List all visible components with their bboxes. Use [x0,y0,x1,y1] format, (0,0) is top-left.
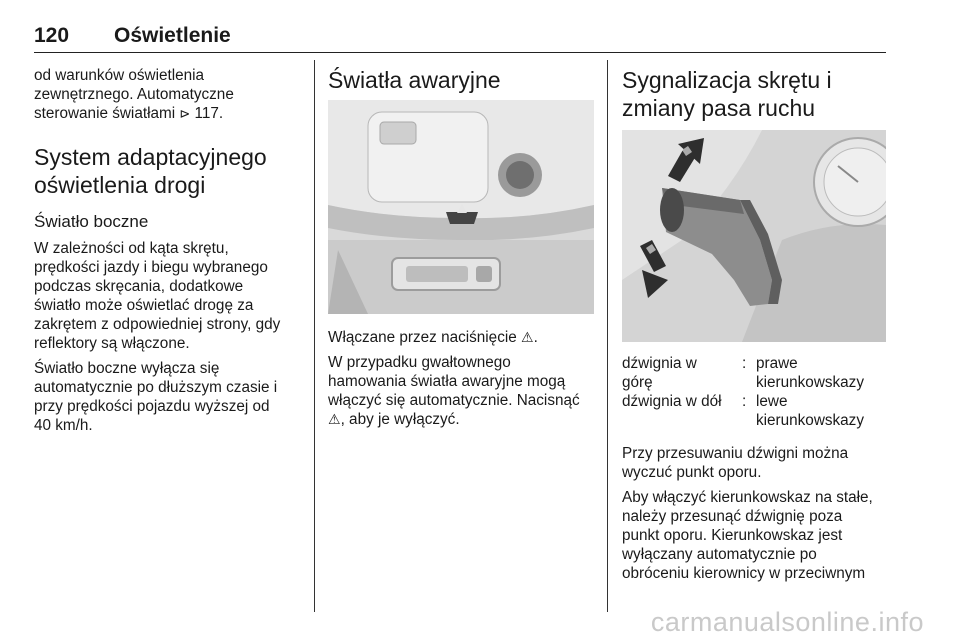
intro-paragraph: od warunków oświetlenia zewnętrznego. Automatyczne sterowanie światłami ⊳ 117. [34,67,234,122]
watermark: carmanualsonline.info [650,607,924,637]
hazard-paragraph: Włączane przez naciśnięcie ⚠. [328,329,538,346]
page-reference[interactable]: 117. [194,105,224,122]
cornering-light-off-paragraph: Światło boczne wyłącza się automatycznie po dłuższym czasie i przy prędkości pojazdu wyższej od 40 km/h. [34,360,278,434]
column-left [34,66,302,435]
subsection-heading: Światło boczne [34,212,149,231]
lever-definition-list [622,354,864,430]
page-number: 120 [34,24,70,47]
column-right [622,66,888,583]
permanent-signal-paragraph: Aby włączyć kierunkowskaz na stałe, należy przesunąć dźwignię poza punkt oporu. Kierunkowskaz jest wyłączany automatycznie po obróceniu kierownicy w przeciwnym [622,489,873,582]
column-divider [607,60,608,612]
list-item: dźwignia w górę : prawe kierunkowskazy [622,355,864,391]
hazard-auto-paragraph: W przypadku gwałtownego hamowania światła awaryjne mogą włączyć się automatycznie. Nacisnąć ⚠, aby je wyłączyć. [328,354,580,428]
section-heading: Sygnalizacja skrętu i zmiany pasa ruchu [622,67,832,121]
column-divider [314,60,315,612]
cornering-light-paragraph: W zależności od kąta skrętu, prędkości jazdy i biegu wybranego podczas skręcania, dodatkowe światło może oświetlać drogę za zakrętem z odpowiedniej strony, gdy reflektory są włączone. [34,240,281,352]
page-header [34,22,886,53]
chapter-title: Oświetlenie [114,24,231,47]
list-item: dźwignia w dół : lewe kierunkowskazy [622,393,864,429]
hazard-warning-icon: ⚠ [328,411,341,427]
hazard-warning-icon: ⚠ [521,329,534,345]
section-heading: Światła awaryjne [328,67,501,93]
resistance-paragraph: Przy przesuwaniu dźwigni można wyczuć punkt oporu. [622,445,849,481]
turn-signal-lever-illustration [622,130,886,342]
hazard-switch-illustration [328,100,594,314]
column-middle [328,66,594,429]
page-reference-arrow-icon[interactable]: ⊳ [179,106,191,121]
section-heading: System adaptacyjnego oświetlenia drogi [34,144,267,198]
